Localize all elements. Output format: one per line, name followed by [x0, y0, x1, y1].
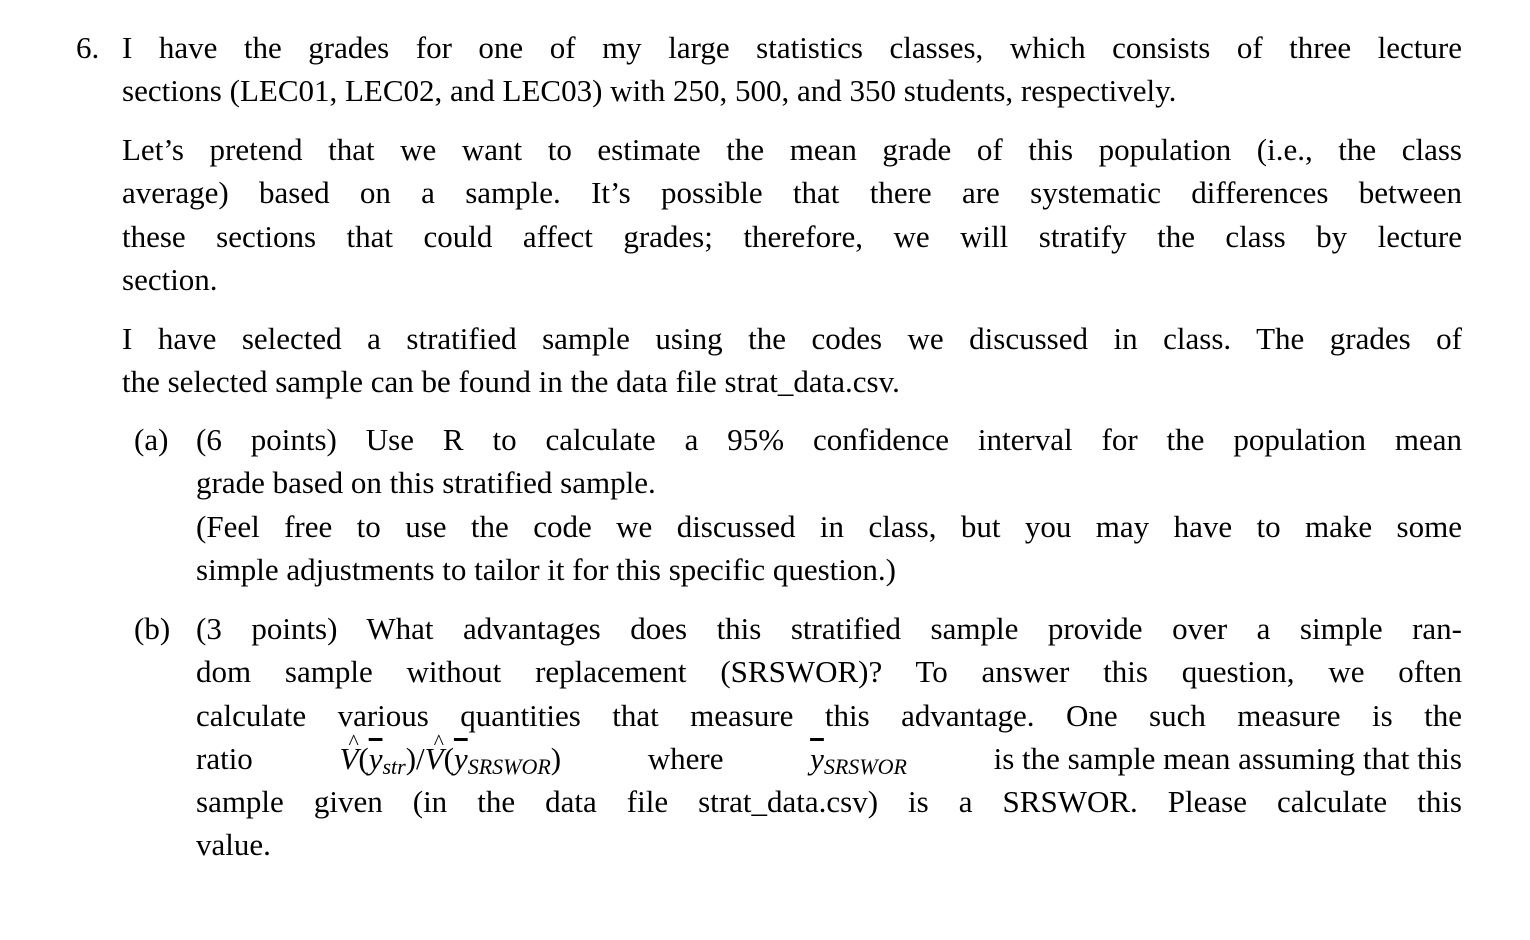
ratio-word: ratio — [196, 741, 253, 776]
part-b-line-5: sample given (in the data file strat_data.csv) is a SRSWOR. Please calculate this — [196, 784, 1462, 819]
part-b-line-3: calculate various quantities that measure this advantage. One such measure is the — [196, 698, 1462, 733]
part-b-line-6: value. — [196, 827, 271, 862]
y-bar-str: $\overline{y}$ — [368, 741, 383, 776]
part-b-label: (b) — [134, 611, 171, 646]
part-b-line-1: (3 points) What advantages does this stratified sample provide over a simple ran- — [196, 611, 1462, 646]
where-word: where — [647, 741, 724, 776]
y-bar-srswor-2: $\overline{y}$ — [810, 741, 824, 776]
paragraph2-line-4: section. — [122, 262, 218, 297]
paragraph2-line-3: these sections that could affect grades; therefore, we will stratify the class by lecture — [122, 219, 1462, 254]
part-a-label: (a) — [134, 422, 169, 457]
part-b-line-4-suffix: is the sample mean assuming that this — [993, 741, 1462, 776]
paragraph3-line-1: I have selected a stratified sample using the codes we discussed in class. The grades of — [122, 321, 1462, 356]
subscript-srswor-2: SRSWOR — [823, 754, 907, 779]
part-a-line-1: (6 points) Use R to calculate a 95% confidence interval for the population mean — [196, 422, 1462, 457]
subscript-srswor: SRSWOR — [467, 754, 551, 779]
intro-line-1: I have the grades for one of my large statistics classes, which consists of three lecture — [122, 30, 1462, 65]
part-a-line-4: simple adjustments to tailor it for this specific question.) — [196, 552, 896, 587]
intro-line-2: sections (LEC01, LEC02, and LEC03) with 250, 500, and 350 students, respectively. — [122, 73, 1177, 108]
paragraph3-line-2: the selected sample can be found in the data file strat_data.csv. — [122, 364, 900, 399]
y-bar-srswor: $\overline{y}$ — [453, 741, 468, 776]
part-b-line-2: dom sample without replacement (SRSWOR)? To answer this question, we often — [196, 654, 1462, 689]
part-a-line-3: (Feel free to use the code we discussed in class, but you may have to make some — [196, 509, 1462, 544]
part-a-line-2: grade based on this stratified sample. — [196, 465, 656, 500]
v-hat-numerator: ^ V — [339, 743, 358, 774]
part-b-line-4 — [196, 743, 1462, 778]
v-hat-denominator: ^ V — [425, 743, 444, 774]
variance-ratio-formula: ^ $V(\overline{y}_{str})/\^{}$ $V(\overline{y}_{SRSWOR})$ — [339, 743, 561, 778]
question-number: 6. — [76, 30, 100, 65]
y-bar-srswor-inline — [810, 743, 907, 778]
paragraph2-line-1: Let’s pretend that we want to estimate the mean grade of this population (i.e., the class — [122, 132, 1462, 167]
subscript-str: str — [382, 754, 406, 779]
paragraph2-line-2: average) based on a sample. It’s possible that there are systematic differences between — [122, 175, 1462, 210]
